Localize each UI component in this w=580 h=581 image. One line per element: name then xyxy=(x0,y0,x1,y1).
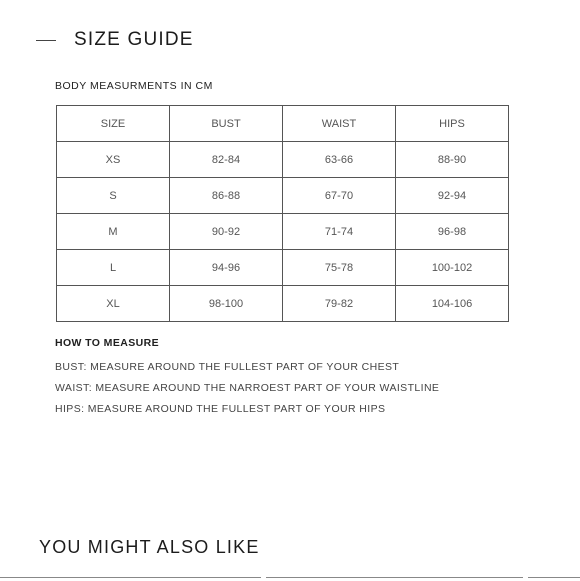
table-cell: XS xyxy=(57,142,170,178)
header-cell: WAIST xyxy=(283,106,396,142)
product-card-edge xyxy=(528,577,580,578)
table-cell: 104-106 xyxy=(396,286,509,322)
bust-instruction: BUST: MEASURE AROUND THE FULLEST PART OF YOUR CHEST xyxy=(55,361,400,373)
table-cell: 92-94 xyxy=(396,178,509,214)
table-row xyxy=(57,214,509,250)
product-card-edge xyxy=(266,577,523,578)
waist-instruction: WAIST: MEASURE AROUND THE NARROEST PART OF YOUR WAISTLINE xyxy=(55,382,440,394)
size-table xyxy=(56,105,509,322)
table-row xyxy=(57,142,509,178)
how-to-measure-section xyxy=(55,337,439,420)
table-cell: 88-90 xyxy=(396,142,509,178)
hips-instruction: HIPS: MEASURE AROUND THE FULLEST PART OF YOUR HIPS xyxy=(55,403,386,415)
header-cell: SIZE xyxy=(57,106,170,142)
table-cell: M xyxy=(57,214,170,250)
table-cell: 79-82 xyxy=(283,286,396,322)
table-cell: 100-102 xyxy=(396,250,509,286)
table-cell: 86-88 xyxy=(170,178,283,214)
table-cell: 71-74 xyxy=(283,214,396,250)
table-cell: 94-96 xyxy=(170,250,283,286)
table-cell: L xyxy=(57,250,170,286)
table-cell: 67-70 xyxy=(283,178,396,214)
table-cell: 75-78 xyxy=(283,250,396,286)
table-row xyxy=(57,250,509,286)
header-cell: BUST xyxy=(170,106,283,142)
table-header-row xyxy=(57,106,509,142)
product-card-edges xyxy=(0,577,580,581)
collapse-dash-icon xyxy=(36,40,56,41)
table-cell: S xyxy=(57,178,170,214)
also-like-heading: YOU MIGHT ALSO LIKE xyxy=(39,537,260,557)
product-card-edge xyxy=(0,577,261,578)
header-cell: HIPS xyxy=(396,106,509,142)
how-to-measure-title: HOW TO MEASURE xyxy=(55,337,159,349)
section-label: BODY MEASURMENTS IN CM xyxy=(55,80,213,92)
size-guide-header[interactable] xyxy=(36,27,194,53)
table-cell: 96-98 xyxy=(396,214,509,250)
table-cell: 90-92 xyxy=(170,214,283,250)
table-cell: 98-100 xyxy=(170,286,283,322)
table-cell: 82-84 xyxy=(170,142,283,178)
page-title: SIZE GUIDE xyxy=(74,29,194,50)
table-cell: XL xyxy=(57,286,170,322)
table-cell: 63-66 xyxy=(283,142,396,178)
table-row xyxy=(57,286,509,322)
table-row xyxy=(57,178,509,214)
